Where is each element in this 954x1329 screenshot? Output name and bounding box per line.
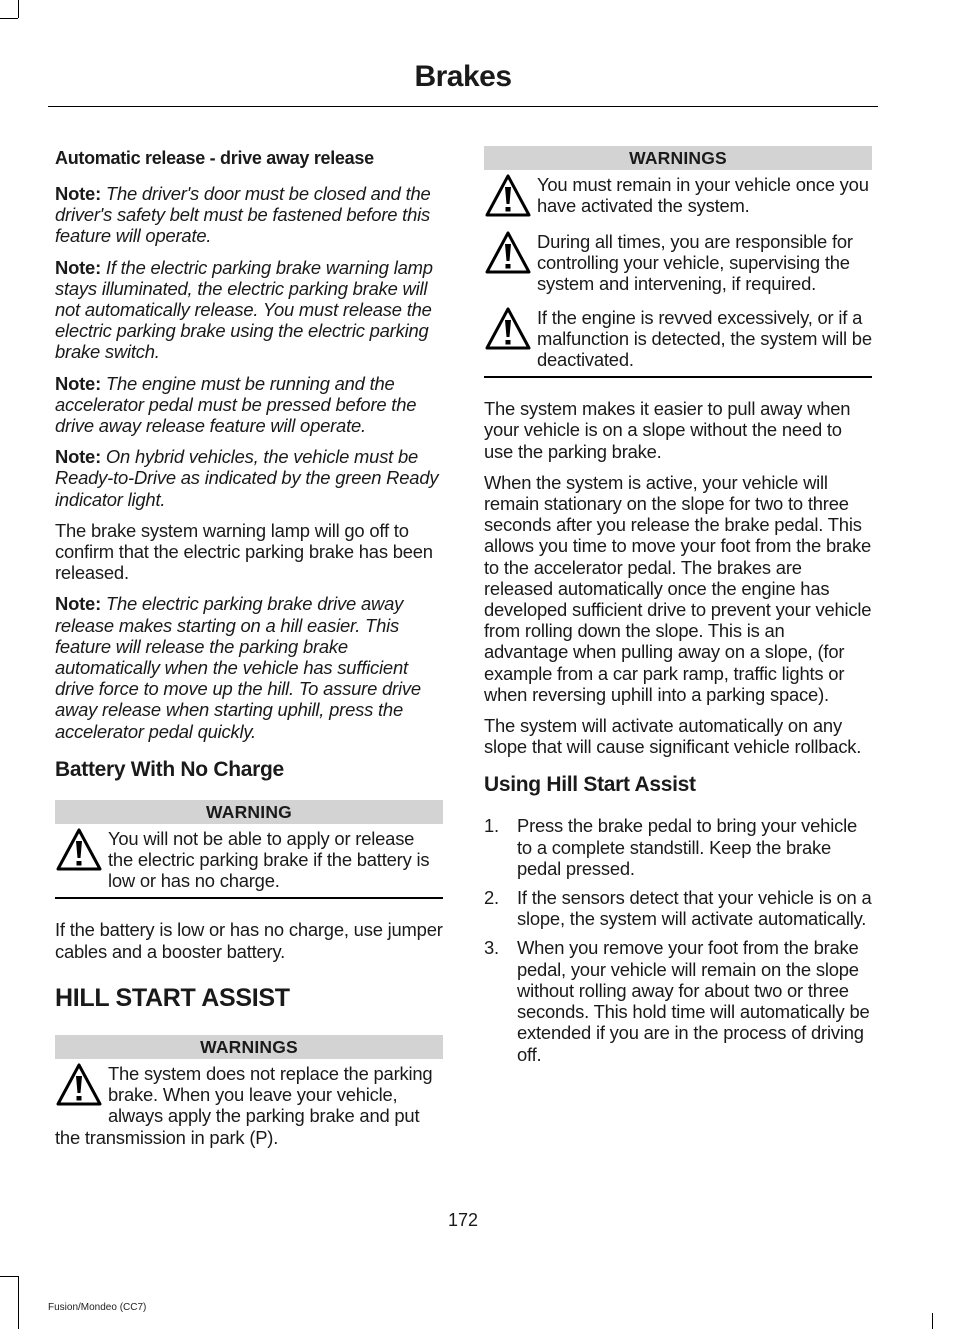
warning-triangle-icon <box>484 306 532 352</box>
body-paragraph: The brake system warning lamp will go off to confirm that the electric parking brake has been released. <box>55 519 433 584</box>
warning-triangle-icon <box>484 230 532 276</box>
list-item <box>484 887 872 929</box>
note-text: If the electric parking brake warning lamp stays illuminated, the electric parking brake will not automatically release. You must release the electric parking brake using the electric parking brake switch. <box>55 256 433 363</box>
crop-mark <box>18 1276 19 1329</box>
warning-text: If the engine is revved excessively, or if a malfunction is detected, the system will be deactivated. <box>537 306 872 371</box>
note-label: Note: <box>55 372 101 394</box>
page-number: 172 <box>447 1210 479 1230</box>
battery-heading: Battery With No Charge <box>55 757 284 781</box>
note-paragraph <box>55 373 443 437</box>
footer-model: Fusion/Mondeo (CC7) <box>48 1302 147 1313</box>
list-item <box>484 815 872 879</box>
warning-item <box>484 307 872 371</box>
note-label: Note: <box>55 256 101 278</box>
warning-text: The system does not replace the parking brake. When you leave your vehicle, always apply the parking brake and put the transmission in park (P). <box>55 1062 433 1148</box>
left-column <box>55 146 443 1154</box>
auto-release-heading: Automatic release - drive away release <box>55 148 374 168</box>
warning-triangle-icon <box>484 173 532 219</box>
warning-text: During all times, you are responsible for controlling your vehicle, supervising the system and intervening, if required. <box>537 231 853 295</box>
warning-header: WARNING <box>55 800 443 824</box>
warnings-header: WARNINGS <box>484 146 872 170</box>
step-text: When you remove your foot from the brake pedal, your vehicle will remain on the slope without rolling away for about two or three seconds. This hold time will automatically be extended if you are in the process of driving off. <box>517 937 870 1065</box>
note-label: Note: <box>55 446 101 468</box>
hill-start-assist-heading: HILL START ASSIST <box>55 983 290 1012</box>
note-label: Note: <box>55 593 101 615</box>
hill-warnings-box <box>484 146 872 378</box>
warning-triangle-icon <box>55 827 103 873</box>
warning-text: You must remain in your vehicle once you have activated the system. <box>537 174 869 217</box>
body-paragraph: If the battery is low or has no charge, use jumper cables and a booster battery. <box>55 919 443 962</box>
step-number: 2. <box>484 887 499 909</box>
note-text: The engine must be running and the accelerator pedal must be pressed before the drive away release feature will operate. <box>55 372 417 437</box>
right-column <box>484 146 872 1073</box>
warning-text: You will not be able to apply or release the electric parking brake if the battery is low or has no charge. <box>108 827 430 892</box>
body-paragraph: The system will activate automatically on any slope that will cause significant vehicle rollback. <box>484 715 862 758</box>
note-label: Note: <box>55 183 101 204</box>
warning-triangle-icon <box>55 1062 103 1108</box>
body-paragraph: When the system is active, your vehicle will remain stationary on the slope for two to three seconds after you release the brake pedal. This allows you time to move your foot from the brake to the accelerator pedal. The brakes are released automatically once the engine has developed sufficient drive to prevent your vehicle from rolling down the slope. This is an advantage when pulling away on a slope, (for example from a car park ramp, traffic lights or when reversing uphill into a parking space). <box>484 471 872 705</box>
crop-mark <box>932 1313 933 1329</box>
note-text: The driver's door must be closed and the driver's safety belt must be fastened before this feature will operate. <box>55 183 431 247</box>
note-paragraph <box>55 183 443 247</box>
warning-item <box>55 1063 443 1148</box>
note-text: On hybrid vehicles, the vehicle must be Ready-to-Drive as indicated by the green Ready indicator light. <box>55 446 439 510</box>
crop-mark <box>0 1276 18 1277</box>
note-text: The electric parking brake drive away release makes starting on a hill easier. This feature will release the parking brake automatically when the vehicle has sufficient drive force to move up the hill. To assure drive away release when starting uphill, press the accelerator pedal quickly. <box>55 593 421 742</box>
note-paragraph <box>55 257 443 363</box>
note-paragraph <box>55 446 443 510</box>
header-divider <box>48 106 878 107</box>
list-item <box>484 937 872 1064</box>
using-hill-start-assist-heading: Using Hill Start Assist <box>484 773 696 797</box>
crop-mark <box>0 18 18 19</box>
warning-item <box>484 174 872 219</box>
battery-warning-box <box>55 800 443 900</box>
steps-list <box>484 815 872 1064</box>
warning-item <box>484 231 872 295</box>
note-paragraph <box>55 593 443 741</box>
warnings-header: WARNINGS <box>55 1035 443 1059</box>
step-text: Press the brake pedal to bring your vehicle to a complete standstill. Keep the brake pedal pressed. <box>517 815 857 879</box>
hill-warning-box <box>55 1035 443 1148</box>
crop-mark <box>18 0 19 18</box>
warning-item <box>55 828 443 892</box>
body-paragraph: The system makes it easier to pull away when your vehicle is on a slope without the need to use the parking brake. <box>484 398 851 462</box>
step-text: If the sensors detect that your vehicle is on a slope, the system will activate automatically. <box>517 887 872 930</box>
page-title: Brakes <box>414 60 512 93</box>
step-number: 3. <box>484 937 499 959</box>
step-number: 1. <box>484 815 499 837</box>
